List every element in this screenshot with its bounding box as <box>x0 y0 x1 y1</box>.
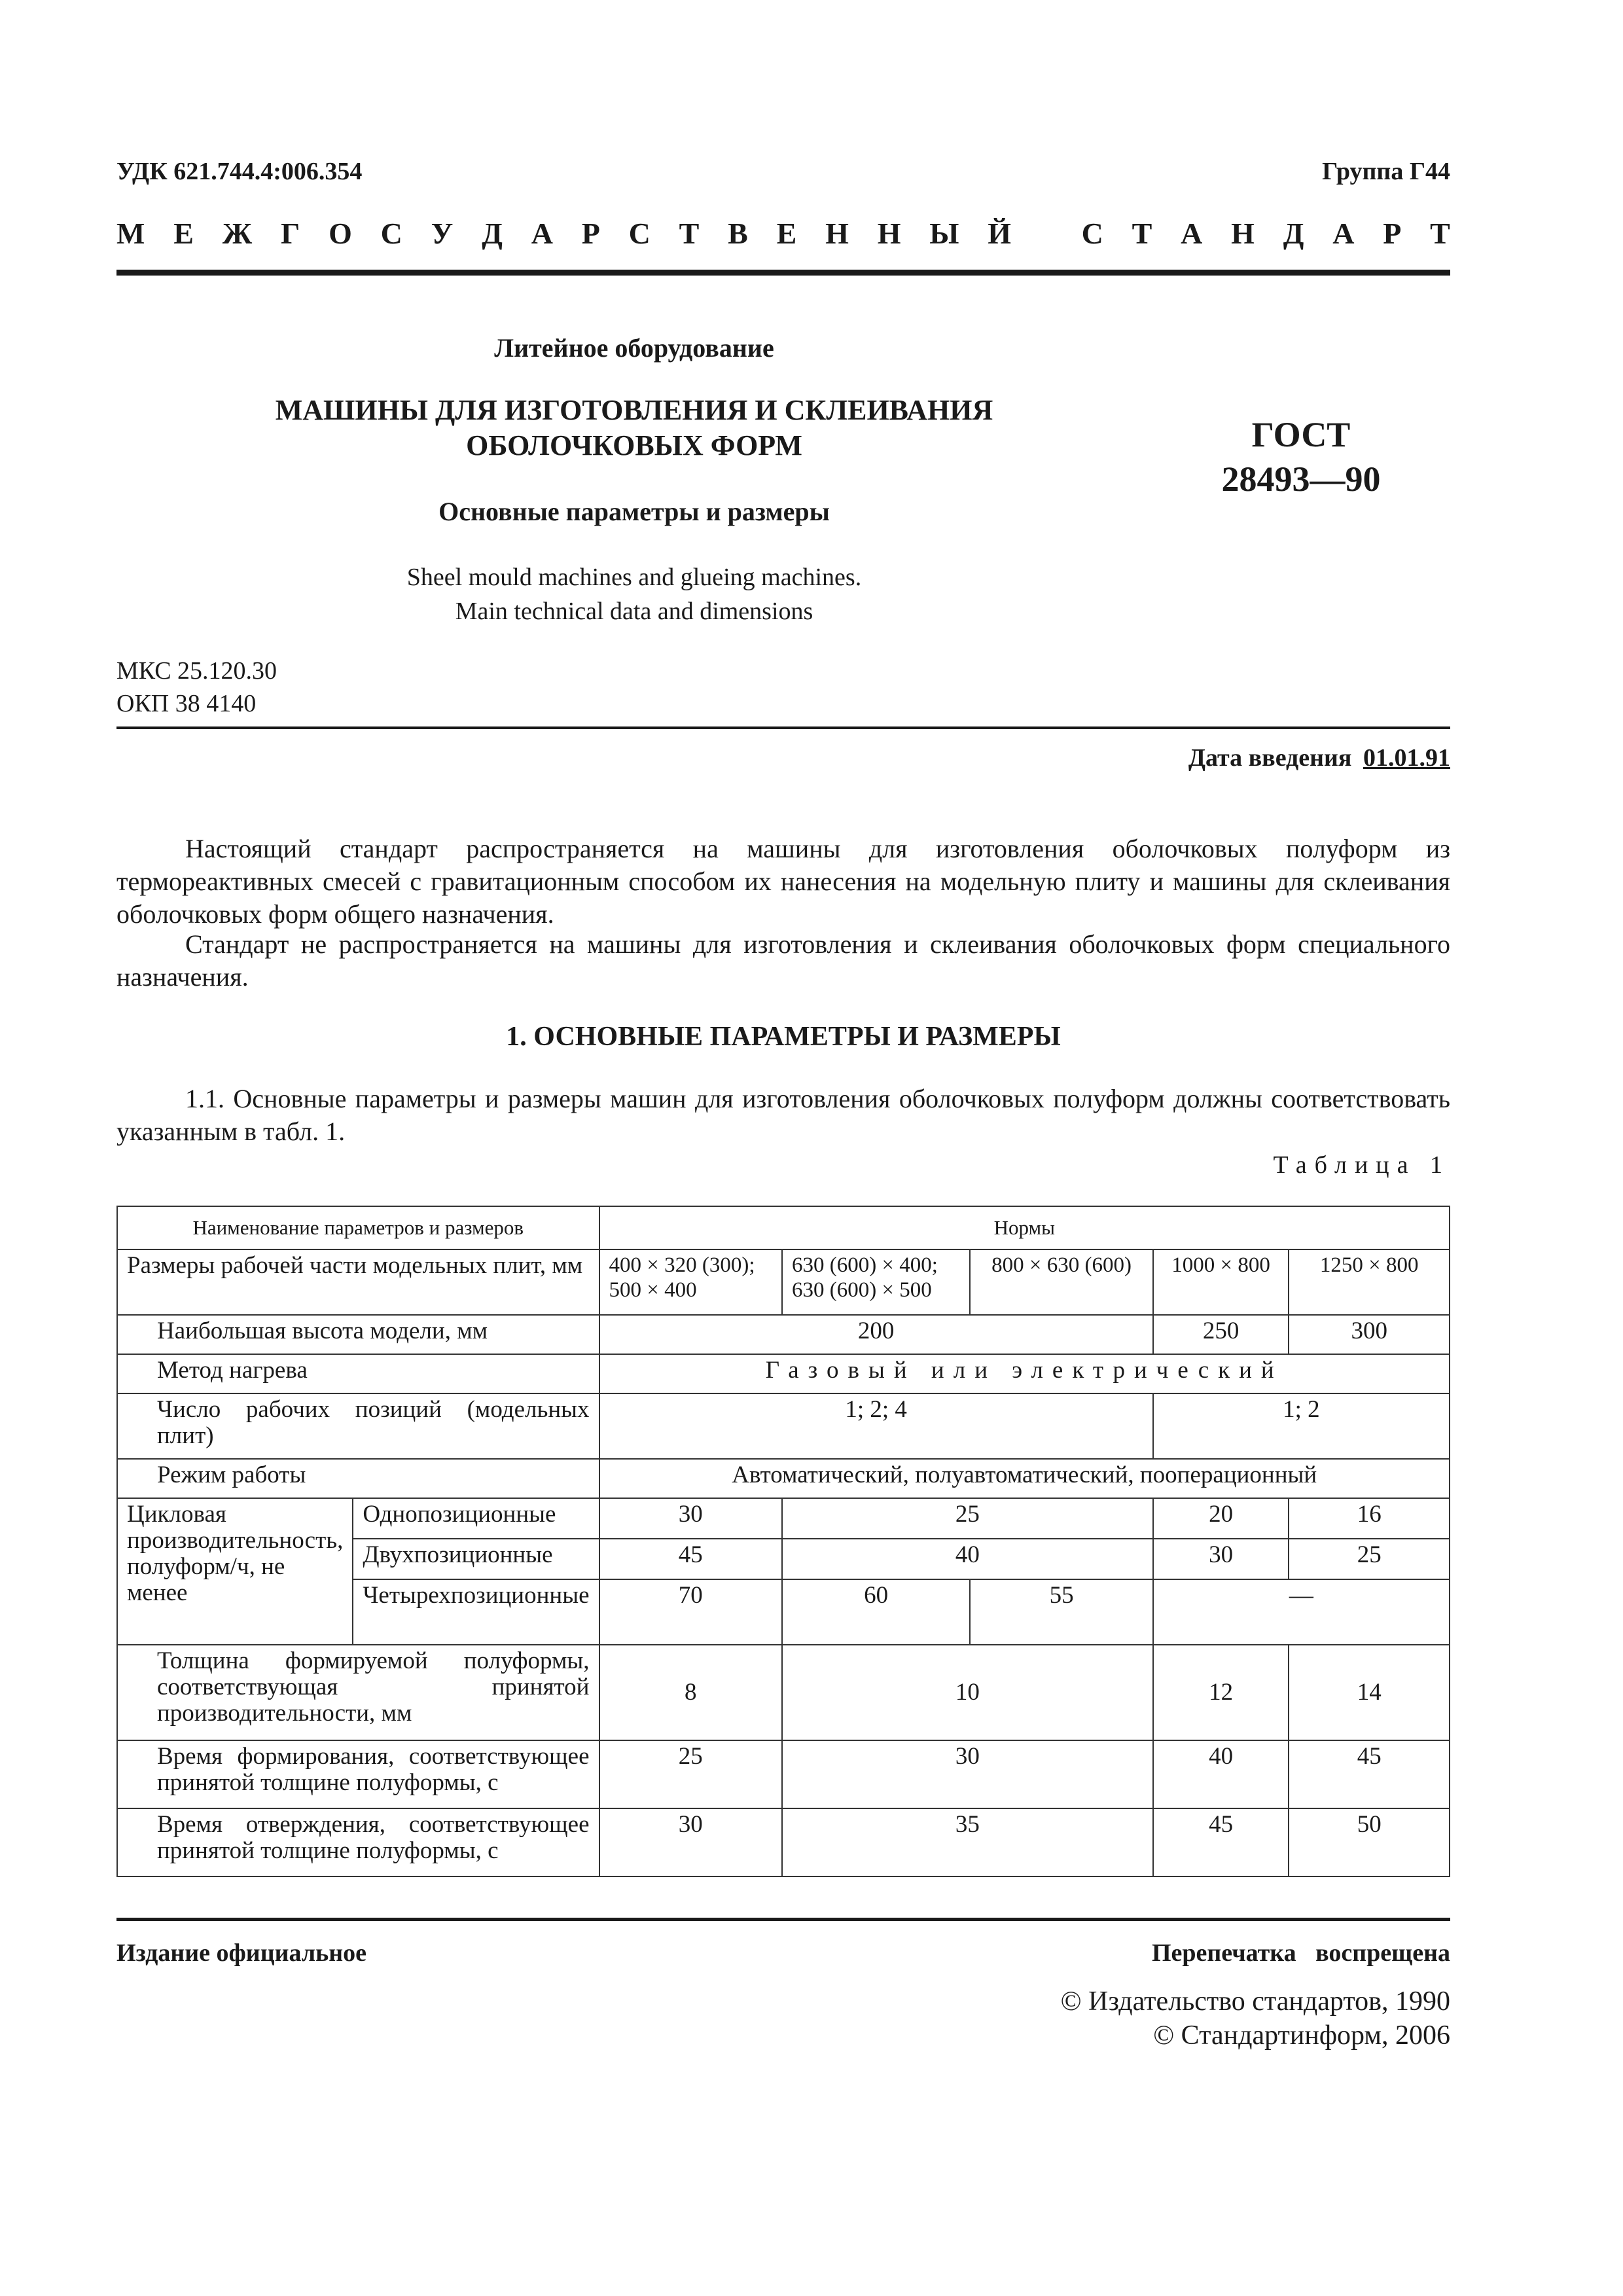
value-cell <box>782 1249 970 1315</box>
value-cell: 25 <box>599 1740 782 1808</box>
banner-letter: Т <box>1132 217 1152 250</box>
banner-letter: А <box>1181 217 1203 250</box>
banner-letter: Й <box>988 217 1012 250</box>
table-row-forming <box>117 1740 1450 1808</box>
value-cell: 12 <box>1153 1645 1289 1740</box>
value-cell: 16 <box>1289 1498 1450 1539</box>
value-cell: 45 <box>1153 1808 1289 1876</box>
value-cell: — <box>1153 1579 1450 1645</box>
value-cell: 25 <box>1289 1539 1450 1579</box>
value-cell: 30 <box>1153 1539 1289 1579</box>
value-cell: 25 <box>782 1498 1153 1539</box>
label-cell: Наибольшая высота модели, мм <box>117 1315 599 1354</box>
banner-letter: О <box>329 217 352 250</box>
intro-date <box>1188 744 1450 772</box>
value-cell: 20 <box>1153 1498 1289 1539</box>
value-cell: 35 <box>782 1808 1153 1876</box>
gost-number: 28493—90 <box>1221 459 1381 499</box>
table-row-positions <box>117 1393 1450 1459</box>
sublabel-cell: Двухпозиционные <box>353 1539 599 1579</box>
official-edition: Издание официальное <box>116 1939 367 1967</box>
parameters-table <box>116 1206 1450 1877</box>
label-cell: Число рабочих позиций (модельных плит) <box>117 1393 599 1459</box>
banner-letter: Н <box>1231 217 1255 250</box>
value-cell: 1000 × 800 <box>1153 1249 1289 1315</box>
value-cell: 200 <box>599 1315 1153 1354</box>
banner-letter: В <box>728 217 748 250</box>
value-cell: 50 <box>1289 1808 1450 1876</box>
intro-date-label: Дата введения <box>1188 744 1352 772</box>
english-title <box>116 560 1152 628</box>
label-cell: Метод нагрева <box>117 1354 599 1393</box>
main-title <box>116 393 1152 463</box>
label-cell: Время отверждения, соответствующее принятой толщине полуформы, с <box>117 1808 599 1876</box>
size-500-line: 500 × 400 <box>609 1278 697 1302</box>
paragraph-exclusion: Стандарт не распространяется на машины для изготовления и склеивания оболочковых форм специального назначения. <box>116 929 1450 992</box>
value-cell <box>599 1249 782 1315</box>
header-norms-cell: Нормы <box>599 1206 1450 1249</box>
table-row-mode <box>117 1459 1450 1498</box>
sublabel-cell: Однопозиционные <box>353 1498 599 1539</box>
interstate-standard-banner <box>116 216 1450 251</box>
paragraph-scope: Настоящий стандарт распространяется на машины для изготовления оболочковых полуформ из термореактивных смесей с гравитационным способом их нанесения на модельную плиту и машины для склеивания оболочковых форм общего назначения. <box>116 834 1450 929</box>
banner-letter: У <box>431 217 454 250</box>
label-cell: Цикловая производительность, полуформ/ч, не менее <box>117 1498 353 1645</box>
size-400-line: 400 × 320 (300); <box>609 1253 755 1277</box>
paragraph-1-1: 1.1. Основные параметры и размеры машин для изготовления оболочковых полуформ должны соответствовать указанным в табл. 1. <box>116 1084 1450 1146</box>
banner-letter: Т <box>1430 217 1450 250</box>
banner-letter: Д <box>482 217 503 250</box>
table-caption: Таблица 1 <box>1273 1151 1450 1179</box>
label-cell: Режим работы <box>117 1459 599 1498</box>
classification-rule <box>116 726 1450 729</box>
gost-label: ГОСТ <box>1251 415 1351 454</box>
value-cell: 40 <box>1153 1740 1289 1808</box>
banner-letter: М <box>116 217 145 250</box>
value-cell: 800 × 630 (600) <box>970 1249 1152 1315</box>
label-cell: Толщина формируемой полуформы, соответствующая принятой производительности, мм <box>117 1645 599 1740</box>
table-row-curing <box>117 1808 1450 1876</box>
banner-letter: Р <box>1383 217 1402 250</box>
copyright-2006: © Стандартинформ, 2006 <box>1153 2020 1450 2051</box>
banner-letter: Ы <box>929 217 959 250</box>
table-row-cycle-single <box>117 1498 1450 1539</box>
banner-gap <box>1040 216 1053 251</box>
table-header-row <box>117 1206 1450 1249</box>
value-cell: 250 <box>1153 1315 1289 1354</box>
table-row-heating <box>117 1354 1450 1393</box>
footer-rule <box>116 1918 1450 1921</box>
value-cell: 45 <box>599 1539 782 1579</box>
value-cell: 30 <box>599 1808 782 1876</box>
english-title-line2: Main technical data and dimensions <box>455 598 813 625</box>
banner-letter: Ж <box>222 217 253 250</box>
banner-letter: А <box>531 217 553 250</box>
value-cell: 60 <box>782 1579 970 1645</box>
section-title: 1. ОСНОВНЫЕ ПАРАМЕТРЫ И РАЗМЕРЫ <box>506 1022 1061 1052</box>
value-cell: 70 <box>599 1579 782 1645</box>
value-cell: 1250 × 800 <box>1289 1249 1450 1315</box>
subtitle: Основные параметры и размеры <box>438 497 830 526</box>
banner-letter: Д <box>1283 217 1304 250</box>
value-cell: 30 <box>782 1740 1153 1808</box>
main-title-line2: ОБОЛОЧКОВЫХ ФОРМ <box>466 429 802 461</box>
label-cell: Размеры рабочей части модельных плит, мм <box>117 1249 599 1315</box>
reprint-notice: Перепечатка воспрещена <box>1151 1939 1450 1967</box>
value-cell: 8 <box>599 1645 782 1740</box>
label-cell: Время формирования, соответствующее принятой толщине полуформы, с <box>117 1740 599 1808</box>
udk-code: УДК 621.744.4:006.354 <box>116 158 363 185</box>
value-cell: 40 <box>782 1539 1153 1579</box>
banner-letter: С <box>380 217 402 250</box>
value-cell: 300 <box>1289 1315 1450 1354</box>
main-title-line1: МАШИНЫ ДЛЯ ИЗГОТОВЛЕНИЯ И СКЛЕИВАНИЯ <box>275 394 993 426</box>
value-cell: 10 <box>782 1645 1153 1740</box>
value-cell: Автоматический, полуавтоматический, пооперационный <box>599 1459 1450 1498</box>
banner-letter: С <box>1081 217 1103 250</box>
banner-letter: Н <box>825 217 849 250</box>
size-630x400-line: 630 (600) × 400; <box>791 1253 938 1277</box>
category-title: Литейное оборудование <box>494 333 774 363</box>
gost-designation <box>1152 412 1450 501</box>
value-cell: 30 <box>599 1498 782 1539</box>
sublabel-cell: Четырехпозиционные <box>353 1579 599 1645</box>
header-param-cell: Наименование параметров и размеров <box>117 1206 599 1249</box>
value-cell: 1; 2; 4 <box>599 1393 1153 1459</box>
table-row-height <box>117 1315 1450 1354</box>
banner-letter: А <box>1332 217 1355 250</box>
banner-letter: Е <box>173 217 194 250</box>
group-code: Группа Г44 <box>1322 158 1450 185</box>
okp-code: ОКП 38 4140 <box>116 690 257 717</box>
header-rule <box>116 270 1450 276</box>
size-630x500-line: 630 (600) × 500 <box>791 1278 932 1302</box>
banner-letter: Т <box>679 217 700 250</box>
classification-codes <box>116 655 277 720</box>
mks-code: МКС 25.120.30 <box>116 657 277 685</box>
english-title-line1: Sheel mould machines and glueing machines. <box>406 564 862 591</box>
banner-letter: Н <box>877 217 901 250</box>
banner-letter: Е <box>776 217 797 250</box>
value-cell: 45 <box>1289 1740 1450 1808</box>
value-cell: 14 <box>1289 1645 1450 1740</box>
banner-letter: Р <box>581 217 600 250</box>
value-cell: 1; 2 <box>1153 1393 1450 1459</box>
copyright-1990: © Издательство стандартов, 1990 <box>1060 1986 1450 2017</box>
value-cell: Газовый или электрический <box>599 1354 1450 1393</box>
value-cell: 55 <box>970 1579 1152 1645</box>
table-row-sizes <box>117 1249 1450 1315</box>
banner-letter: Г <box>280 217 300 250</box>
intro-date-value: 01.01.91 <box>1363 744 1450 772</box>
table-row-thickness <box>117 1645 1450 1740</box>
banner-letter: С <box>628 217 651 250</box>
